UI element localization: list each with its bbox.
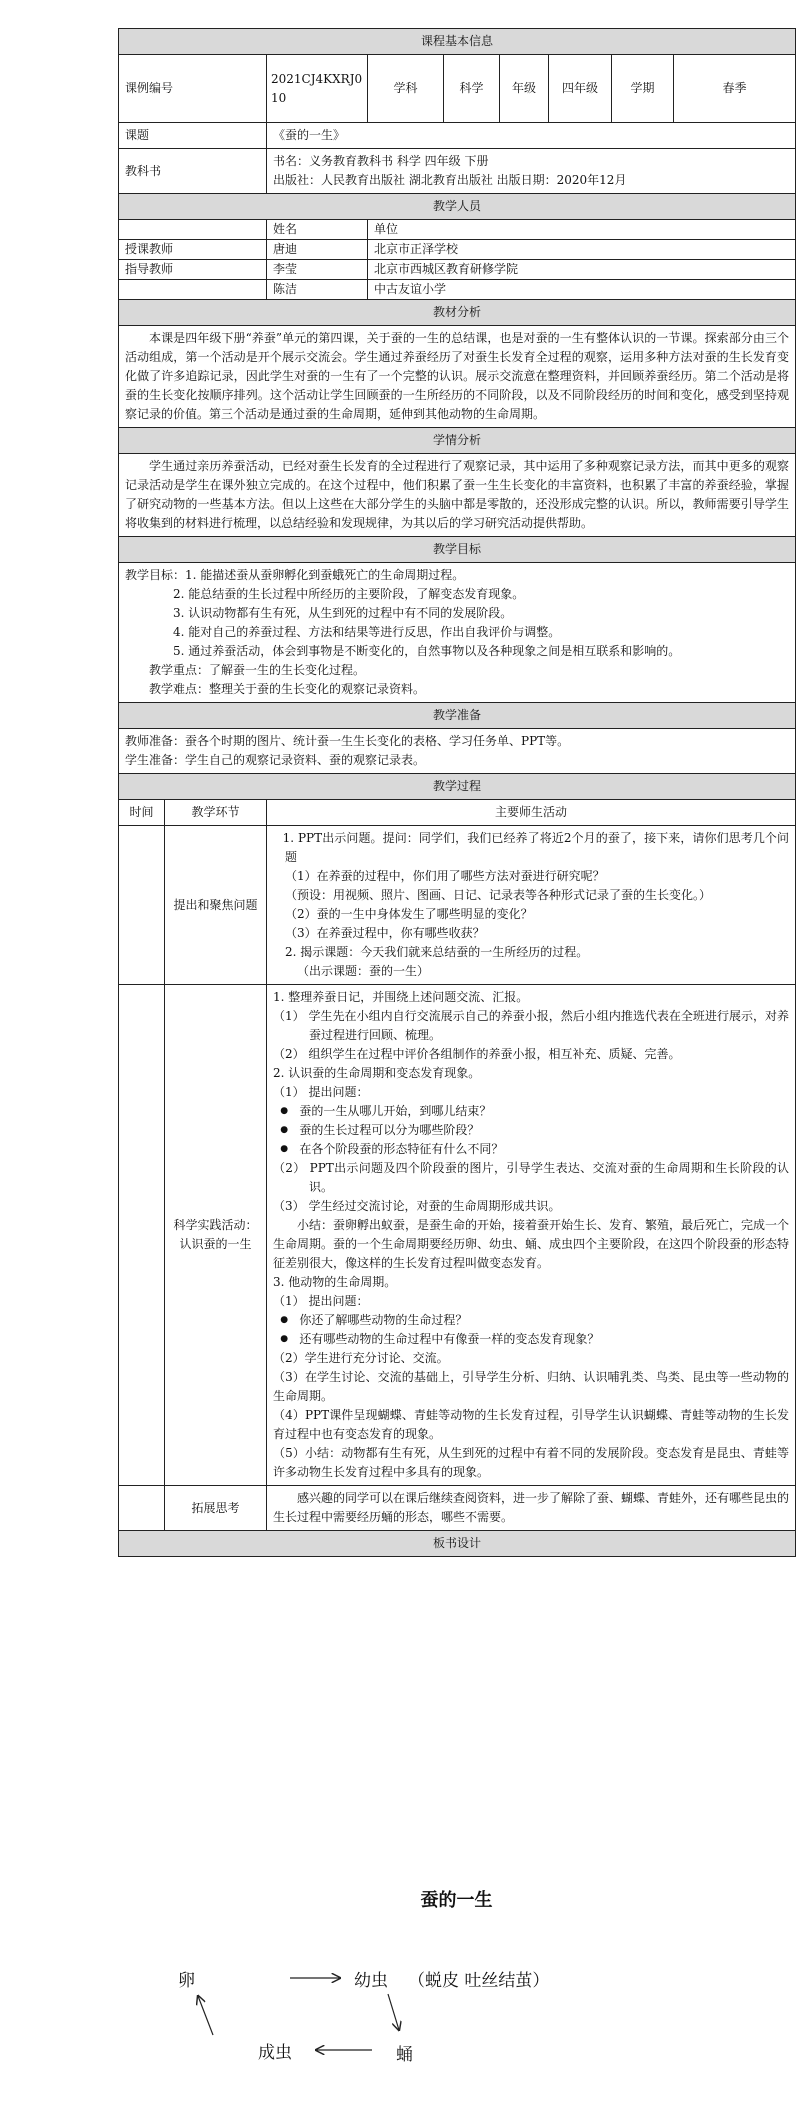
stage2-line: 2. 认识蚕的生命周期和变态发育现象。 bbox=[273, 1066, 481, 1080]
student-analysis-text: 学生通过亲历养蚕活动，已经对蚕生长发育的全过程进行了观察记录，其中运用了多种观察记录方法，而其中更多的观察记录活动是学生在课外独立完成的。在这个过程中，他们积累了蚕一生生长变化的丰富资料，也积累了丰富的养蚕经验，掌握了研究动物的一些基本方法。但以上这些在大部分学生的头脑中都是零散的，还没形成完整的认识。所以，教师需要引导学生将收集到的材料进行梳理，以总结经验和发现规律，为其以后的学习研究活动提供帮助。 bbox=[119, 454, 796, 537]
process-col-time: 时间 bbox=[119, 800, 165, 826]
stage1-line: 2. 揭示课题：今天我们就来总结蚕的一生所经历的过程。 bbox=[285, 945, 589, 959]
stage1-line: （出示课题：蚕的一生） bbox=[297, 964, 430, 978]
stage2-line: （4）PPT课件呈现蝴蝶、青蛙等动物的生长发育过程，引导学生认识蝴蝶、青蛙等动物的生长发育过程中也有变态发育的现象。 bbox=[273, 1408, 790, 1441]
stage3-text: 感兴趣的同学可以在课后继续查阅资料，进一步了解除了蚕、蝴蝶、青蛙外，还有哪些昆虫的生长过程中需要经历蛹的形态，哪些不需要。 bbox=[267, 1486, 796, 1531]
preparation-content bbox=[119, 729, 796, 774]
stage2-bullet: ● 蚕的一生从哪儿开始，到哪儿结束？ bbox=[273, 1102, 789, 1121]
stage2-bullet: ● 在各个阶段蚕的形态特征有什么不同？ bbox=[273, 1140, 789, 1159]
material-analysis-text: 本课是四年级下册“养蚕”单元的第四课，关于蚕的一生的总结课，也是对蚕的一生有整体认识的一节课。探索部分由三个活动组成，第一个活动是开个展示交流会。学生通过养蚕经历了对蚕生长发育全过程的观察，运用多种方法对蚕的生长发育变化做了许多追踪记录，因此学生对蚕的一生有了一个完整的认识。展示交流意在整理资料，并回顾养蚕经历。第二个活动是将蚕的生长变化按顺序排列。这个活动让学生回顾蚕的一生所经历的不同阶段，以及不同阶段经历的时间和变化，感受到坚持观察记录的价值。第三个活动是通过蚕的生命周期，延伸到其他动物的生命周期。 bbox=[119, 326, 796, 428]
stage2-line: （2） 组织学生在过程中评价各组制作的养蚕小报，相互补充、质疑、完善。 bbox=[273, 1047, 681, 1061]
stage3-time bbox=[119, 1486, 165, 1531]
grade-value: 四年级 bbox=[549, 55, 612, 123]
board-design bbox=[118, 1878, 795, 2116]
stage2-line: 1. 整理养蚕日记，并围绕上述问题交流、汇报。 bbox=[273, 990, 529, 1004]
stage2-line: （5）小结：动物都有生有死，从生到死的过程中有着不同的发展阶段。变态发育是昆虫、青蛙等许多动物生长发育过程中多具有的现象。 bbox=[273, 1446, 790, 1479]
stage1-line: （预设：用视频、照片、图画、日记、记录表等各种形式记录了蚕的生长变化。） bbox=[285, 888, 712, 902]
staff-role-empty bbox=[119, 220, 267, 240]
section-header-basic-info: 课程基本信息 bbox=[119, 29, 796, 55]
grade-label: 年级 bbox=[500, 55, 549, 123]
section-header-material-analysis: 教材分析 bbox=[119, 300, 796, 326]
case-no-value: 2021CJ4KXRJ010 bbox=[267, 55, 368, 123]
staff-col-name: 姓名 bbox=[267, 220, 368, 240]
staff-name: 李莹 bbox=[267, 260, 368, 280]
difficulty: 教学难点：整理关于蚕的生长变化的观察记录资料。 bbox=[149, 682, 426, 696]
stage2-line: 3. 他动物的生命周期。 bbox=[273, 1275, 397, 1289]
arrow-larva-to-pupa bbox=[388, 1994, 399, 2030]
stage2-name: 科学实践活动：认识蚕的一生 bbox=[165, 985, 267, 1486]
stage1-line: （3）在养蚕过程中，你有哪些收获？ bbox=[285, 926, 485, 940]
process-col-stage: 教学环节 bbox=[165, 800, 267, 826]
staff-unit: 中古友谊小学 bbox=[368, 280, 796, 300]
board-egg: 卵 bbox=[178, 1971, 195, 1991]
staff-col-unit: 单位 bbox=[368, 220, 796, 240]
objective-item: 5. 通过养蚕活动，体会到事物是不断变化的，自然事物以及各种现象之间是相互联系和影响的。 bbox=[173, 644, 681, 658]
section-header-objectives: 教学目标 bbox=[119, 537, 796, 563]
staff-name: 唐迪 bbox=[267, 240, 368, 260]
stage1-activities bbox=[267, 826, 796, 985]
lesson-plan-table bbox=[118, 28, 796, 1557]
stage2-summary: 小结：蚕卵孵出蚁蚕，是蚕生命的开始，接着蚕开始生长、发育、繁殖，最后死亡，完成一个生命周期。蚕的一个生命周期要经历卵、幼虫、蛹、成虫四个主要阶段，在这四个阶段蚕的形态特征差别很大，像这样的生长发育过程叫做变态发育。 bbox=[273, 1218, 790, 1270]
stage1-line: 1. PPT出示问题。提问：同学们，我们已经养了将近2个月的蚕了，接下来，请你们思考几个问题 bbox=[282, 831, 790, 864]
stage1-line: （1）在养蚕的过程中，你们用了哪些方法对蚕进行研究呢？ bbox=[285, 869, 605, 883]
textbook-label: 教科书 bbox=[119, 149, 267, 194]
staff-name: 陈洁 bbox=[267, 280, 368, 300]
section-header-staff: 教学人员 bbox=[119, 194, 796, 220]
subject-value: 科学 bbox=[444, 55, 500, 123]
term-label: 学期 bbox=[612, 55, 674, 123]
textbook-name: 书名：义务教育教科书 科学 四年级 下册 bbox=[273, 154, 489, 168]
section-header-board: 板书设计 bbox=[119, 1531, 796, 1557]
lifecycle-arrows bbox=[118, 1878, 795, 2116]
stage2-bullet: ● 蚕的生长过程可以分为哪些阶段？ bbox=[273, 1121, 789, 1140]
case-no-label: 课例编号 bbox=[119, 55, 267, 123]
topic-value: 《蚕的一生》 bbox=[267, 123, 796, 149]
stage2-activities bbox=[267, 985, 796, 1486]
key-point: 教学重点：了解蚕一生的生长变化过程。 bbox=[149, 663, 366, 677]
section-header-process: 教学过程 bbox=[119, 774, 796, 800]
board-pupa: 蛹 bbox=[396, 2045, 413, 2065]
staff-role: 指导教师 bbox=[119, 260, 267, 280]
objectives-label: 教学目标： bbox=[125, 568, 186, 582]
objective-item: 2. 能总结蚕的生长过程中所经历的主要阶段，了解变态发育现象。 bbox=[173, 587, 525, 601]
section-header-student-analysis: 学情分析 bbox=[119, 428, 796, 454]
staff-unit: 北京市西城区教育研修学院 bbox=[368, 260, 796, 280]
stage1-name: 提出和聚焦问题 bbox=[165, 826, 267, 985]
stage2-line: （1） 提出问题： bbox=[273, 1085, 369, 1099]
objective-item: 教学目标：1. 能描述蚕从蚕卵孵化到蚕蛾死亡的生命周期过程。 bbox=[125, 568, 465, 582]
textbook-info bbox=[267, 149, 796, 194]
stage2-line: （1） 学生先在小组内自行交流展示自己的养蚕小报，然后小组内推选代表在全班进行展示，对养蚕过程进行回顾、梳理。 bbox=[273, 1009, 790, 1042]
textbook-publisher: 出版社：人民教育出版社 湖北教育出版社 出版日期：2020年12月 bbox=[273, 173, 627, 187]
stage1-time bbox=[119, 826, 165, 985]
teacher-preparation: 教师准备：蚕各个时期的图片、统计蚕一生生长变化的表格、学习任务单、PPT等。 bbox=[125, 734, 570, 748]
objective-item: 3. 认识动物都有生有死，从生到死的过程中有不同的发展阶段。 bbox=[173, 606, 513, 620]
section-header-preparation: 教学准备 bbox=[119, 703, 796, 729]
board-adult: 成虫 bbox=[258, 2043, 292, 2063]
student-preparation: 学生准备：学生自己的观察记录资料、蚕的观察记录表。 bbox=[125, 753, 426, 767]
stage2-bullet: ● 还有哪些动物的生命过程中有像蚕一样的变态发育现象？ bbox=[273, 1330, 789, 1349]
stage1-line: （2）蚕的一生中身体发生了哪些明显的变化？ bbox=[285, 907, 533, 921]
subject-label: 学科 bbox=[368, 55, 444, 123]
stage2-bullet: ● 你还了解哪些动物的生命过程？ bbox=[273, 1311, 789, 1330]
stage2-time bbox=[119, 985, 165, 1486]
staff-unit: 北京市正泽学校 bbox=[368, 240, 796, 260]
board-larva-note: （蜕皮 吐丝结茧） bbox=[408, 1971, 550, 1991]
process-col-activity: 主要师生活动 bbox=[267, 800, 796, 826]
objective-item: 4. 能对自己的养蚕过程、方法和结果等进行反思，作出自我评价与调整。 bbox=[173, 625, 561, 639]
stage2-line: （3）在学生讨论、交流的基础上，引导学生分析、归纳、认识哺乳类、鸟类、昆虫等一些动物的生命周期。 bbox=[273, 1370, 790, 1403]
board-title: 蚕的一生 bbox=[420, 1890, 493, 1911]
stage3-name: 拓展思考 bbox=[165, 1486, 267, 1531]
stage2-line: （3） 学生经过交流讨论，对蚕的生命周期形成共识。 bbox=[273, 1199, 561, 1213]
topic-label: 课题 bbox=[119, 123, 267, 149]
staff-role bbox=[119, 280, 267, 300]
term-value: 春季 bbox=[674, 55, 796, 123]
stage2-line: （1） 提出问题： bbox=[273, 1294, 369, 1308]
board-larva: 幼虫 bbox=[354, 1971, 388, 1991]
stage2-line: （2）学生进行充分讨论、交流。 bbox=[273, 1351, 449, 1365]
arrow-adult-to-egg bbox=[198, 1996, 213, 2035]
stage2-line: （2） PPT出示问题及四个阶段蚕的图片，引导学生表达、交流对蚕的生命周期和生长阶段的认识。 bbox=[273, 1161, 790, 1194]
objectives-content bbox=[119, 563, 796, 703]
staff-role: 授课教师 bbox=[119, 240, 267, 260]
